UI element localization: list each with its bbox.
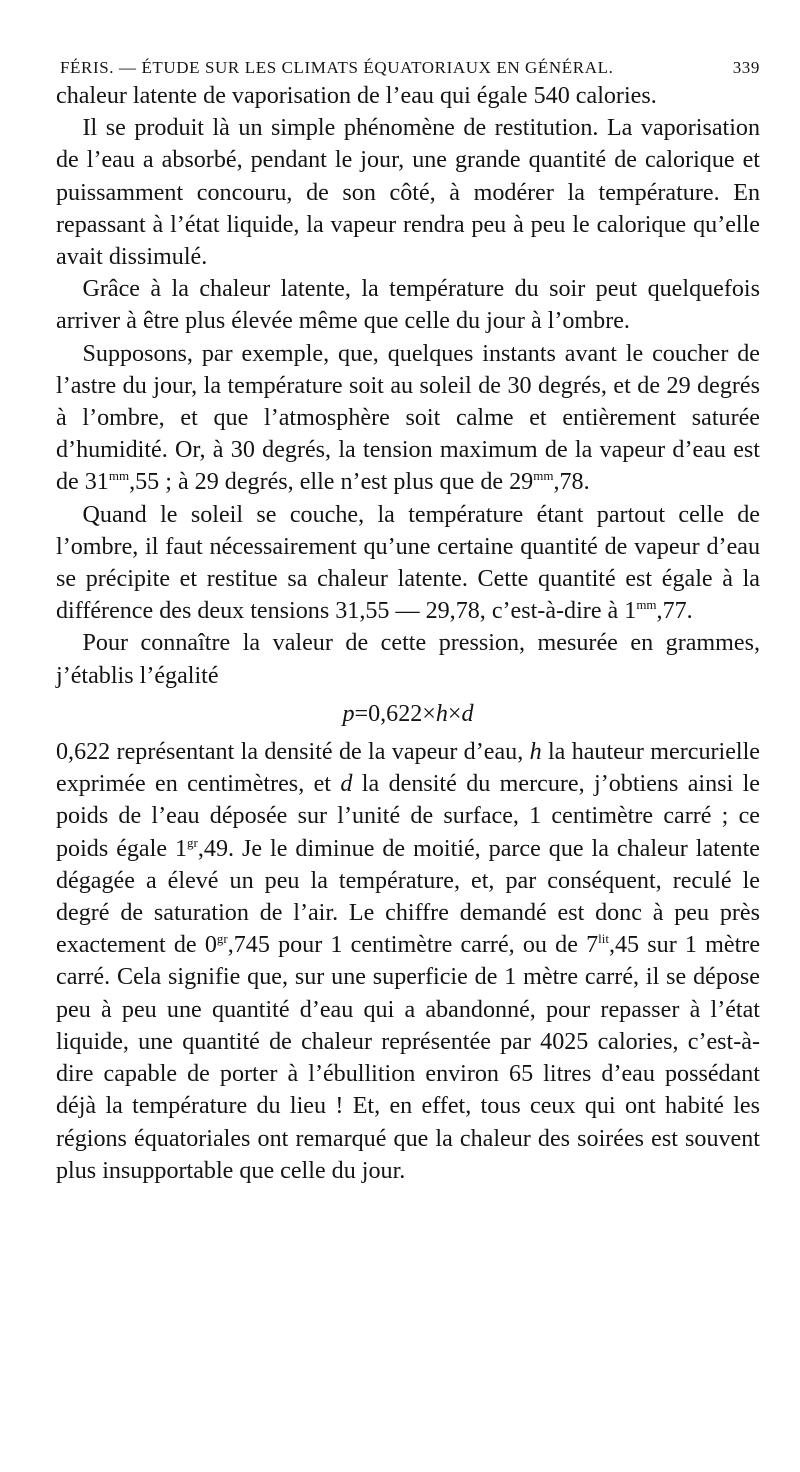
text-run: ,77. [656, 598, 693, 625]
symbol-h: h [529, 739, 542, 766]
unit-superscript: mm [636, 597, 657, 613]
symbol-d: d [340, 771, 353, 798]
paragraph-latent-heat: Grâce à la chaleur latente, la température du soir peut quelquefois arriver à être plus élevée même que celle du jour à l’ombre. [56, 276, 760, 335]
paragraph-pressure: Pour connaître la valeur de cette pression, mesurée en grammes, j’établis l’égalité [56, 630, 760, 689]
text-run: la hauteur mercurielle exprimée en centimètres, et [56, 739, 760, 798]
text-run: Supposons, par exemple, que, quelques instants avant le coucher de l’astre du jour, la température soit au soleil de 30 degrés, et de 29 degrés à l’ombre, et que l’atmosphère soit calme et entièrement saturée d’humidité. Or, à 30 degrés, la tension maximum de la vapeur d’eau est de 31 [56, 340, 760, 496]
unit-superscript: mm [533, 468, 554, 484]
running-title: FÉRIS. — ÉTUDE SUR LES CLIMATS ÉQUATORIAUX EN GÉNÉRAL. [60, 58, 614, 77]
formula-p: p [342, 700, 355, 727]
running-header [56, 58, 760, 78]
unit-superscript: lit [598, 931, 609, 947]
paragraph-example [56, 338, 760, 499]
unit-superscript: gr [216, 931, 228, 947]
formula-h: h [435, 700, 448, 727]
paragraph-result [56, 736, 760, 1187]
paragraph-restitution: Il se produit là un simple phénomène de restitution. La vaporisation de l’eau a absorbé, pendant le jour, une grande quantité de calorique et puissamment concouru, de son côté, à modérer la température. En repassant à l’état liquide, la vapeur rendra peu à peu le calorique qu’elle avait dissimulé. [56, 115, 760, 271]
body-text [56, 80, 760, 1187]
unit-superscript: mm [108, 468, 130, 484]
text-run: ,78. [553, 469, 590, 496]
text-run: ,49. Je le diminue de moitié, parce que la chaleur latente dégagée a élevé un peu la température, et, par conséquent, reculé le degré de saturation de l’air. Le chiffre demandé est donc à peu près exactement de 0 [56, 835, 760, 959]
formula-times: × [447, 700, 462, 727]
paragraph-continuation: chaleur latente de vaporisation de l’eau qui égale 540 calories. [56, 83, 657, 109]
text-run: 0,622 représentant la densité de la vapeur d’eau, [56, 739, 530, 766]
unit-superscript: gr [187, 834, 198, 850]
text-run: ,745 pour 1 centimètre carré, ou de 7 [227, 932, 599, 959]
equation [56, 692, 760, 736]
text-run: ,55 ; à 29 degrés, elle n’est plus que de 29 [129, 469, 534, 496]
formula-d: d [461, 700, 474, 727]
text-run: la densité du mercure, j’obtiens ainsi le poids de l’eau déposée sur l’unité de surface, 1 centimètre carré ; ce poids égale 1 [56, 771, 760, 862]
text-run: ,45 sur 1 mètre carré. Cela signifie que, sur une superficie de 1 mètre carré, il se dépose peu à peu une quantité d’eau qui a abandonné, pour repasser à l’état liquide, une quantité de chaleur représentée par 4025 calories, c’est-à-dire capable de porter à l’ébullition environ 65 litres d’eau possédant déjà la température du lieu ! Et, en effet, tous ceux qui ont habité les régions équatoriales ont remarqué que la chaleur des soirées est souvent plus insupportable que celle du jour. [56, 932, 761, 1184]
text-run: Quand le soleil se couche, la température étant partout celle de l’ombre, il faut nécessairement qu’une certaine quantité de vapeur d’eau se précipite et restitue sa chaleur latente. Cette quantité est égale à la différence des deux tensions 31,55 — 29,78, c’est-à-dire à 1 [56, 501, 760, 625]
paragraph-sunset [56, 499, 760, 628]
page-number: 339 [732, 58, 760, 77]
formula-equals: =0,622× [354, 700, 436, 727]
